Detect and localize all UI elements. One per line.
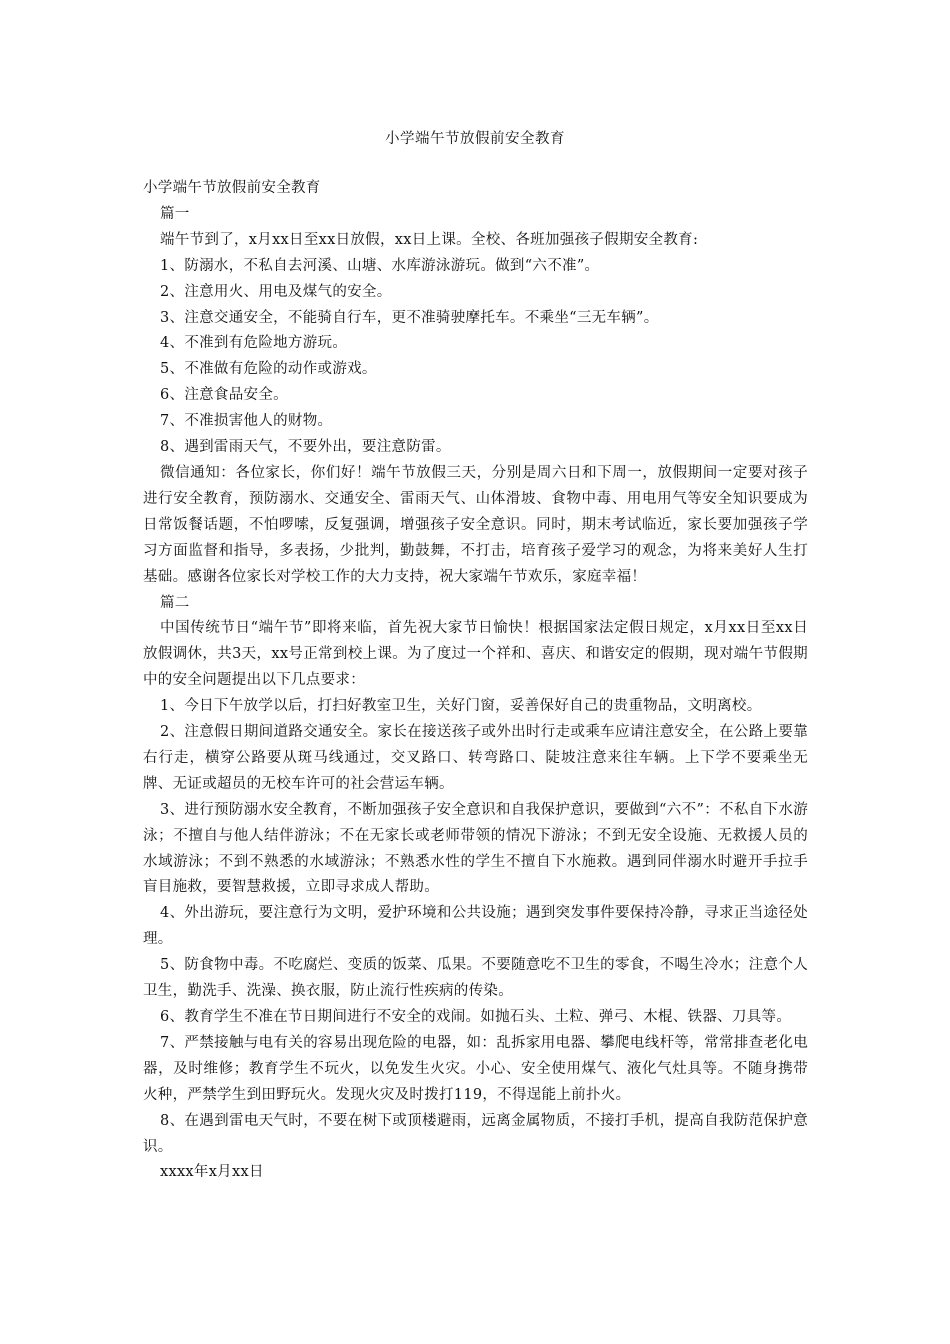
part2-heading: 篇二: [160, 594, 190, 611]
part1-heading: 篇一: [160, 205, 190, 222]
document-title: 小学端午节放假前安全教育: [385, 131, 565, 147]
document-body: [143, 176, 808, 1186]
part1-item: 5、不准做有危险的动作或游戏。: [160, 361, 377, 378]
part1-item: 2、注意用火、用电及煤气的安全。: [160, 283, 392, 300]
part1-item: 4、不准到有危险地方游玩。: [160, 335, 348, 352]
part2-intro: 中国传统节日“端午节”即将来临，首先祝大家节日愉快！根据国家法定假日规定，x月xx日至xx日放假调休，共3天，xx号正常到校上课。为了度过一个祥和、喜庆、和谐安定的假期，现对端午节假期中的安全问题提出以下几点要求：: [143, 620, 808, 689]
part1-intro: 端午节到了，x月xx日至xx日放假，xx日上课。全校、各班加强孩子假期安全教育:: [160, 231, 699, 248]
part2-item: 1、今日下午放学以后，打扫好教室卫生，关好门窗，妥善保好自己的贵重物品，文明离校。: [160, 698, 762, 715]
document-date: xxxx年x月xx日: [160, 1164, 264, 1181]
part1-item: 7、不准损害他人的财物。: [160, 413, 333, 430]
part1-notice: 微信通知：各位家长，你们好！端午节放假三天，分别是周六日和下周一，放假期间一定要对孩子进行安全教育，预防溺水、交通安全、雷雨天气、山体滑坡、食物中毒、用电用气等安全知识要成为日常饭餐话题，不怕啰嗦，反复强调，增强孩子安全意识。同时，期末考试临近，家长要加强孩子学习方面监督和指导，多表扬，少批判，勤鼓舞，不打击，培育孩子爱学习的观念，为将来美好人生打基础。感谢各位家长对学校工作的大力支持，祝大家端午节欢乐，家庭幸福！: [143, 464, 808, 585]
part2-item: 8、在遇到雷电天气时，不要在树下或顶楼避雨，远离金属物质，不接打手机，提高自我防范保护意识。: [143, 1112, 808, 1155]
document-subtitle: 小学端午节放假前安全教育: [143, 180, 321, 196]
part2-item: 2、注意假日期间道路交通安全。家长在接送孩子或外出时行走或乘车应请注意安全，在公路上要靠右行走，横穿公路要从斑马线通过，交叉路口、转弯路口、陡坡注意来往车辆。上下学不要乘坐无牌、无证或超员的无校车许可的社会营运车辆。: [143, 724, 808, 792]
part1-item: 3、注意交通安全，不能骑自行车，更不准骑驶摩托车。不乘坐“三无车辆”。: [160, 309, 659, 326]
part2-item: 3、进行预防溺水安全教育，不断加强孩子安全意识和自我保护意识，要做到“六不”：不私自下水游泳；不擅自与他人结伴游泳；不在无家长或老师带领的情况下游泳；不到无安全设施、无救援人员的水域游泳；不到不熟悉的水域游泳；不熟悉水性的学生不擅自下水施救。遇到同伴溺水时避开手拉手盲目施救，要智慧救援，立即寻求成人帮助。: [143, 801, 808, 896]
part1-item: 1、防溺水，不私自去河溪、山塘、水库游泳游玩。做到“六不准”。: [160, 257, 600, 274]
part1-item: 6、注意食品安全。: [160, 387, 288, 404]
part1-item: 8、遇到雷雨天气，不要外出，要注意防雷。: [160, 439, 451, 456]
part2-item: 7、严禁接触与电有关的容易出现危险的电器，如：乱拆家用电器、攀爬电线杆等，常常排查老化电器，及时维修；教育学生不玩火，以免发生火灾。小心、安全使用煤气、液化气灶具等。不随身携带火种，严禁学生到田野玩火。发现火灾及时拨打119，不得逞能上前扑火。: [143, 1034, 808, 1103]
part2-item: 4、外出游玩，要注意行为文明，爱护环境和公共设施；遇到突发事件要保持冷静，寻求正当途径处理。: [143, 905, 808, 948]
part2-item: 5、防食物中毒。不吃腐烂、变质的饭菜、瓜果。不要随意吃不卫生的零食，不喝生冷水；注意个人卫生，勤洗手、洗澡、换衣服，防止流行性疾病的传染。: [143, 957, 808, 1000]
part2-item: 6、教育学生不准在节日期间进行不安全的戏闹。如抛石头、土粒、弹弓、木棍、铁器、刀具等。: [160, 1009, 792, 1025]
